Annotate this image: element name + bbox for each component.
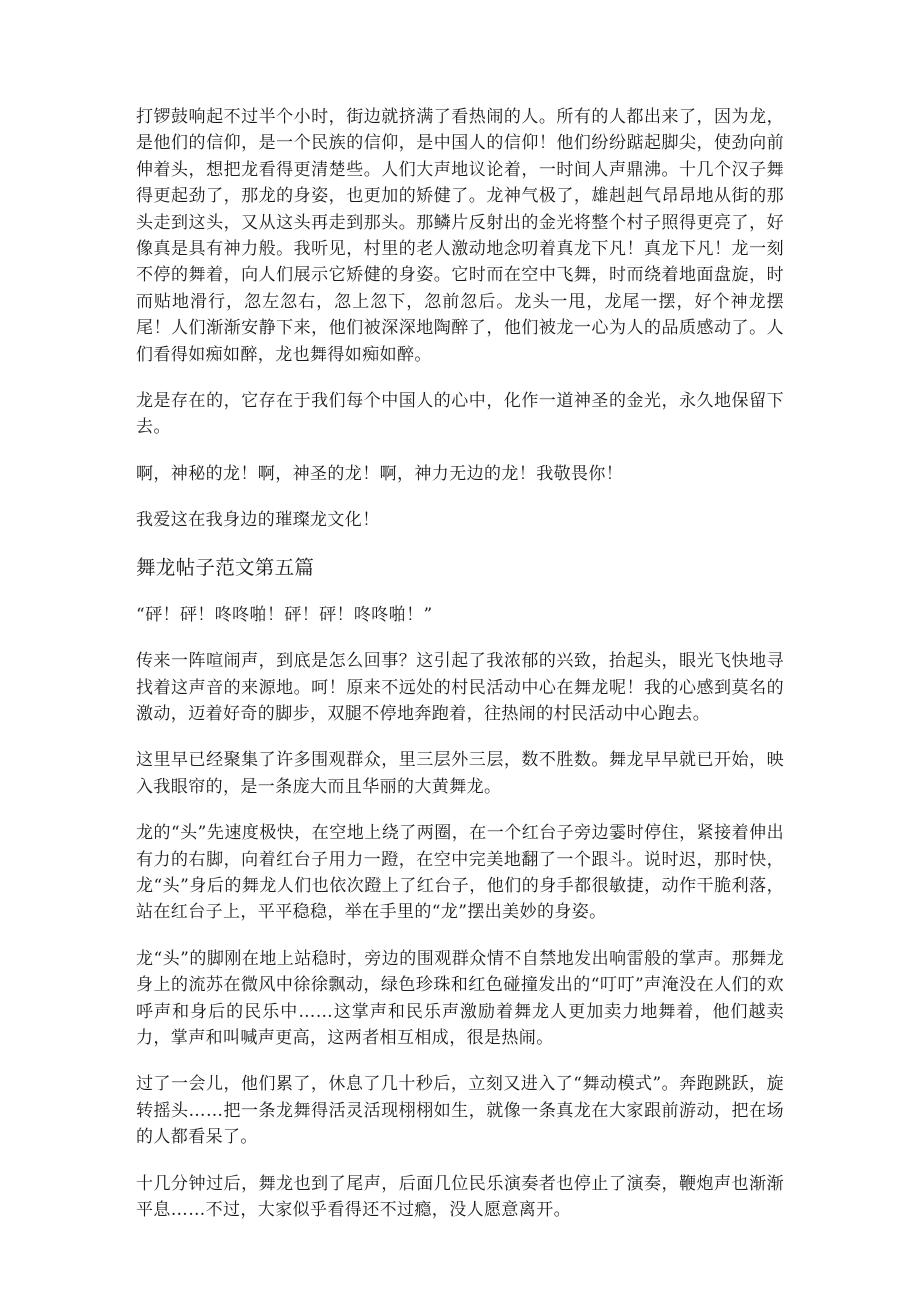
paragraph: 我爱这在我身边的璀璨龙文化！	[136, 510, 380, 531]
paragraph: 过了一会儿，他们累了，休息了几十秒后，立刻又进入了“舞动模式”。奔跑跳跃，旋转摇头……把一条龙舞得活灵活现栩栩如生，就像一条真龙在大家跟前游动，把在场的人都看呆了。	[136, 1074, 784, 1148]
paragraph: 传来一阵喧闹声，到底是怎么回事？这引起了我浓郁的兴致，抬起头，眼光飞快地寻找着这声音的来源地。呵！原来不远处的村民活动中心在舞龙呢！我的心感到莫名的激动，迈着好奇的脚步，双腿不停地奔跑着，往热闹的村民活动中心跑去。	[136, 651, 784, 724]
paragraph: 这里早已经聚集了许多围观群众，里三层外三层，数不胜数。舞龙早早就已开始，映入我眼帘的，是一条庞大而且华丽的大黄舞龙。	[136, 750, 784, 797]
paragraph: 十几分钟过后，舞龙也到了尾声，后面几位民乐演奏者也停止了演奏，鞭炮声也渐渐平息……不过，大家似乎看得还不过瘾，没人愿意离开。	[136, 1173, 784, 1220]
paragraph: 啊，神秘的龙！啊，神圣的龙！啊，神力无边的龙！我敬畏你！	[136, 463, 624, 484]
paragraph: 龙的“头”先速度极快，在空地上绕了两圈，在一个红台子旁边霎时停住，紧接着伸出有力的右脚，向着红台子用力一蹬，在空中完美地翻了一个跟斗。说时迟，那时快，龙“头”身后的舞龙人们也依次蹬上了红台子，他们的身手都很敏捷，动作干脆利落，站在红台子上，平平稳稳，举在手里的“龙”摆出美妙的身姿。	[136, 823, 784, 923]
section-heading: 舞龙帖子范文第五篇	[136, 555, 315, 579]
paragraph: 打锣鼓响起不过半个小时，街边就挤满了看热闹的人。所有的人都出来了，因为龙，是他们的信仰，是一个民族的信仰，是中国人的信仰！他们纷纷踮起脚尖，使劲向前伸着头，想把龙看得更清楚些。人们大声地议论着，一时间人声鼎沸。十几个汉子舞得更起劲了，那龙的身姿，也更加的矫健了。龙神气极了，雄赳赳气昂昂地从街的那头走到这头，又从这头再走到那头。那鳞片反射出的金光将整个村子照得更亮了，好像真是具有神力般。我听见，村里的老人激动地念叨着真龙下凡！真龙下凡！龙一刻不停的舞着，向人们展示它矫健的身姿。它时而在空中飞舞，时而绕着地面盘旋，时而贴地滑行，忽左忽右，忽上忽下，忽前忽后。龙头一甩，龙尾一摆，好个神龙摆尾！人们渐渐安静下来，他们被深深地陶醉了，他们被龙一心为人的品质感动了。人们看得如痴如醉，龙也舞得如痴如醉。	[136, 107, 784, 365]
document-page	[136, 104, 784, 1223]
paragraph: 龙“头”的脚刚在地上站稳时，旁边的围观群众情不自禁地发出响雷般的掌声。那舞龙身上的流苏在微风中徐徐飘动，绿色珍珠和红色碰撞发出的“叮叮”声淹没在人们的欢呼声和身后的民乐中……这掌声和民乐声激励着舞龙人更加卖力地舞着，他们越卖力，掌声和叫喊声更高，这两者相互相成，很是热闹。	[136, 948, 784, 1048]
paragraph: “砰！砰！咚咚啪！砰！砰！咚咚啪！”	[136, 604, 433, 625]
paragraph: 龙是存在的，它存在于我们每个中国人的心中，化作一道神圣的金光，永久地保留下去。	[136, 391, 784, 438]
